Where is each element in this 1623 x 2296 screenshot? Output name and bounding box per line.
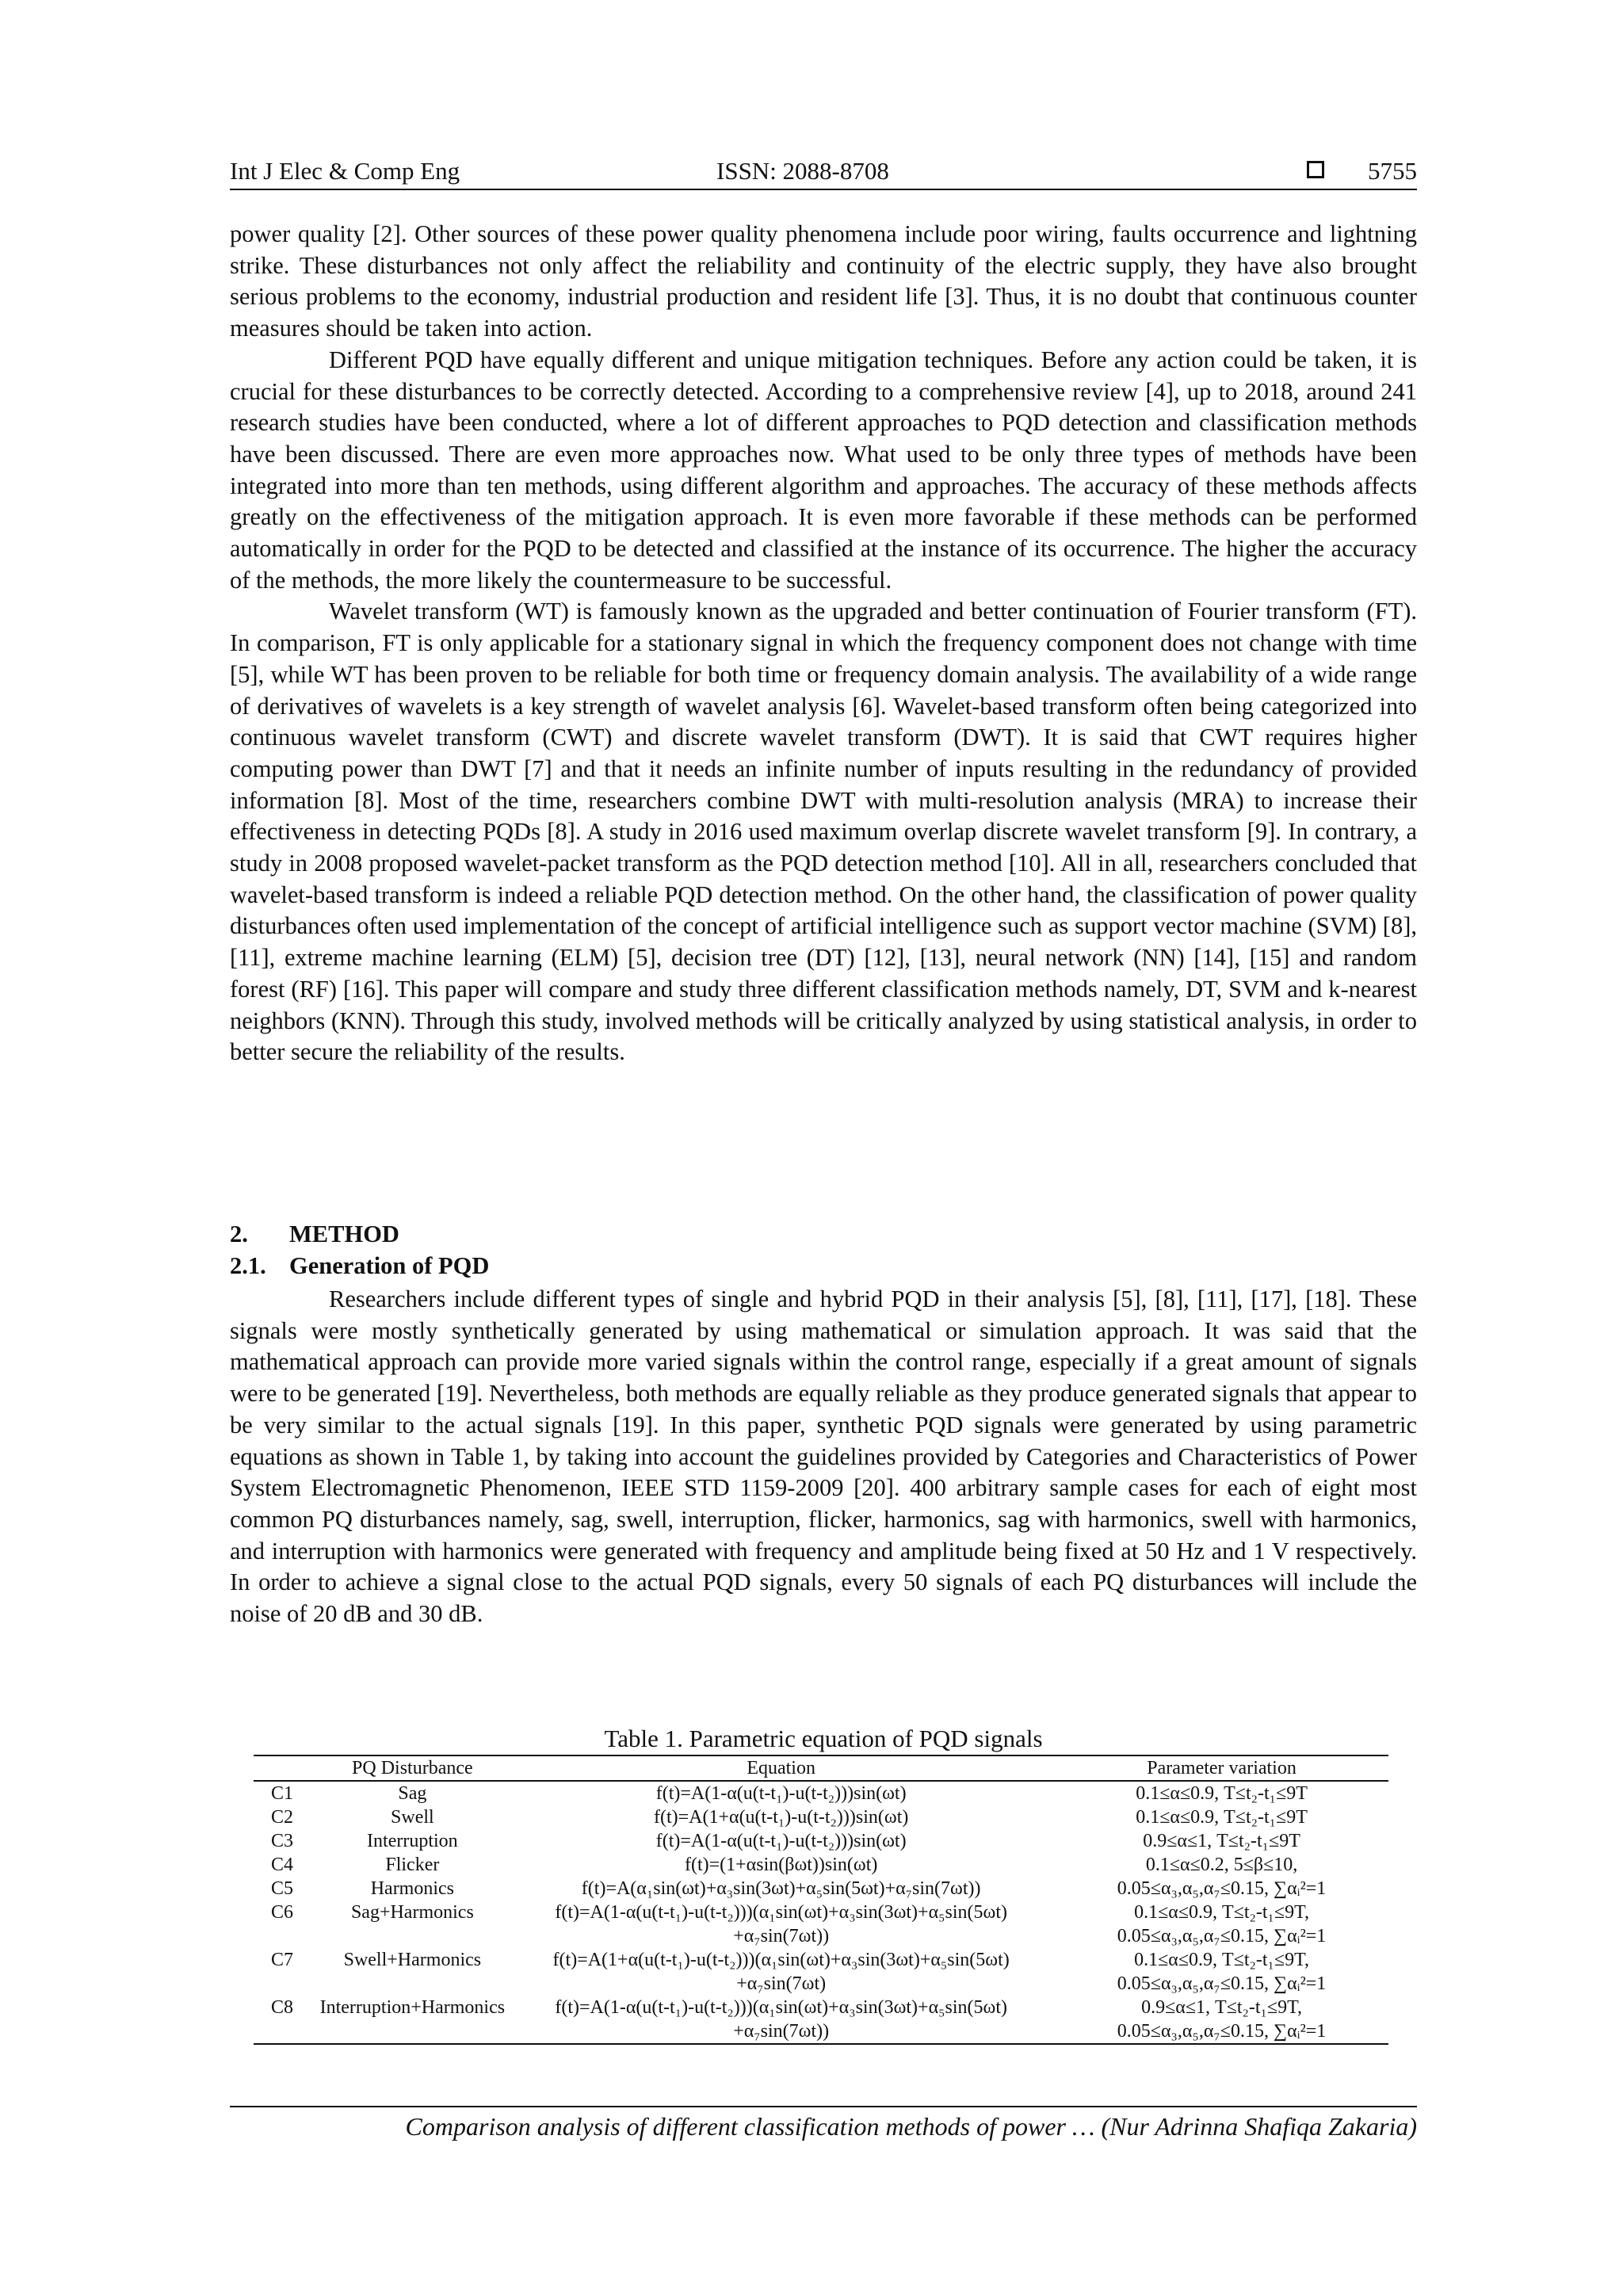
paragraph-4: Researchers include different types of single and hybrid PQD in their analysis [5], [8], [11], [17], [18]. These signals were mostly synthetically generated by using mathematical or simulation approach. It was said that the mathematical approach can provide more varied signals within the control range, especially if a great amount of signals were to be generated [19]. Nevertheless, both methods are equally reliable as they produce generated signals that appear to be very similar to the actual signals [19]. In this paper, synthetic PQD signals were generated by using parametric equations as shown in Table 1, by taking into account the guidelines provided by Categories and Characteristics of Power System Electromagnetic Phenomenon, IEEE STD 1159-2009 [20]. 400 arbitrary sample cases for each of eight most common PQ disturbances namely, sag, swell, interruption, flicker, harmonics, sag with harmonics, swell with harmonics, and interruption with harmonics were generated with frequency and amplitude being fixed at 50 Hz and 1 V respectively. In order to achieve a signal close to the actual PQD signals, every 50 signals of each PQ disturbances will include the noise of 20 dB and 30 dB. bbox=[230, 1286, 1417, 1628]
row-equation bbox=[507, 1901, 1055, 1948]
issn-label: ISSN: 2088-8708 bbox=[716, 157, 889, 185]
row-parameter bbox=[1055, 1996, 1388, 2044]
row-equation: f(t)=A(α₁sin(ωt)+α₃sin(3ωt)+α₅sin(5ωt)+α₇sin(7ωt)) bbox=[581, 1878, 981, 1899]
table-row bbox=[254, 1877, 1388, 1901]
table-row bbox=[254, 1805, 1388, 1829]
body-text-top bbox=[230, 219, 1417, 1068]
body-text-method bbox=[230, 1284, 1417, 1630]
subsection-title: Generation of PQD bbox=[289, 1252, 490, 1279]
journal-name: Int J Elec & Comp Eng bbox=[230, 157, 460, 185]
section-heading bbox=[230, 1221, 399, 1248]
row-id: C7 bbox=[271, 1950, 294, 1970]
row-equation: f(t)=A(1+α(u(t-t₁)-u(t-t₂)))sin(ωt) bbox=[653, 1807, 909, 1828]
row-disturbance: Sag bbox=[398, 1783, 427, 1804]
row-id: C8 bbox=[254, 1996, 318, 2044]
row-disturbance: Interruption+Harmonics bbox=[318, 1996, 508, 2044]
square-icon bbox=[1307, 161, 1324, 178]
parameter-line-2: 0.05≤α₃,α₅,α₇≤0.15, ∑αᵢ²=1 bbox=[1117, 1926, 1327, 1946]
row-id: C6 bbox=[271, 1902, 294, 1923]
equation-line-1: f(t)=A(1+α(u(t-t₁)-u(t-t₂)))(α₁sin(ωt)+α₃sin(3ωt)+α₅sin(5ωt) bbox=[552, 1950, 1010, 1970]
row-disturbance: Interruption bbox=[367, 1831, 458, 1851]
row-parameter bbox=[1055, 1901, 1388, 1948]
page-footer: Comparison analysis of different classification methods of power … (Nur Adrinna Shafiqa Zakaria) bbox=[405, 2112, 1417, 2141]
subsection-number: 2.1. bbox=[230, 1252, 266, 1279]
parametric-equation-table bbox=[254, 1755, 1388, 2045]
parameter-line-2: 0.05≤α₃,α₅,α₇≤0.15, ∑αᵢ²=1 bbox=[1117, 2021, 1327, 2042]
row-id: C2 bbox=[271, 1807, 294, 1828]
paragraph-3: Wavelet transform (WT) is famously known as the upgraded and better continuation of Fourier transform (FT). In comparison, FT is only applicable for a stationary signal in which the frequency component does not change with time [5], while WT has been proven to be reliable for both time or frequency domain analysis. The availability of a wide range of derivatives of wavelets is a key strength of wavelet analysis [6]. Wavelet-based transform often being categorized into continuous wavelet transform (CWT) and discrete wavelet transform (DWT). It is said that CWT requires higher computing power than DWT [7] and that it needs an infinite number of inputs resulting in the redundancy of provided information [8]. Most of the time, researchers combine DWT with multi-resolution analysis (MRA) to increase their effectiveness in detecting PQDs [8]. A study in 2016 used maximum overlap discrete wavelet transform [9]. In contrary, a study in 2008 proposed wavelet-packet transform as the PQD detection method [10]. All in all, researchers concluded that wavelet-based transform is indeed a reliable PQD detection method. On the other hand, the classification of power quality disturbances often used implementation of the concept of artificial intelligence such as support vector machine (SVM) [8], [11], extreme machine learning (ELM) [5], decision tree (DT) [12], [13], neural network (NN) [14], [15] and random forest (RF) [16]. This paper will compare and study three different classification methods namely, DT, SVM and k-nearest neighbors (KNN). Through this study, involved methods will be critically analyzed by using statistical analysis, in order to better secure the reliability of the results. bbox=[230, 598, 1417, 1066]
parameter-line-1: 0.1≤α≤0.9, T≤t₂-t₁≤9T, bbox=[1134, 1902, 1309, 1923]
row-equation: f(t)=A(1-α(u(t-t₁)-u(t-t₂)))sin(ωt) bbox=[655, 1783, 907, 1804]
row-id: C5 bbox=[271, 1878, 294, 1899]
row-id: C3 bbox=[271, 1831, 294, 1851]
row-disturbance: Harmonics bbox=[370, 1878, 455, 1899]
table-caption: Table 1. Parametric equation of PQD signals bbox=[604, 1725, 1043, 1752]
row-id: C1 bbox=[271, 1783, 294, 1804]
table-row bbox=[254, 1829, 1388, 1853]
footer-divider bbox=[230, 2106, 1417, 2107]
row-parameter: 0.9≤α≤1, T≤t₂-t₁≤9T bbox=[1143, 1831, 1300, 1851]
row-equation bbox=[507, 1996, 1055, 2044]
table-header-row bbox=[254, 1755, 1388, 1781]
table-header-parameter: Parameter variation bbox=[1055, 1755, 1388, 1781]
table-row bbox=[254, 1948, 1388, 1996]
row-equation: f(t)=(1+αsin(βωt))sin(ωt) bbox=[684, 1855, 878, 1875]
equation-line-1: f(t)=A(1-α(u(t-t₁)-u(t-t₂)))(α₁sin(ωt)+α₃sin(3ωt)+α₅sin(5ωt) bbox=[555, 1902, 1007, 1923]
row-equation: f(t)=A(1-α(u(t-t₁)-u(t-t₂)))sin(ωt) bbox=[655, 1831, 907, 1851]
row-disturbance: Sag+Harmonics bbox=[350, 1902, 474, 1923]
section-title: METHOD bbox=[289, 1221, 399, 1247]
row-parameter: 0.1≤α≤0.2, 5≤β≤10, bbox=[1145, 1855, 1298, 1875]
row-parameter: 0.05≤α₃,α₅,α₇≤0.15, ∑αᵢ²=1 bbox=[1117, 1878, 1327, 1899]
equation-line-1: f(t)=A(1-α(u(t-t₁)-u(t-t₂)))(α₁sin(ωt)+α₃sin(3ωt)+α₅sin(5ωt) bbox=[555, 1997, 1007, 2018]
paragraph-1: power quality [2]. Other sources of these power quality phenomena include poor wiring, faults occurrence and lightning strike. These disturbances not only affect the reliability and continuity of the electric supply, they have also brought serious problems to the economy, industrial production and resident life [3]. Thus, it is no doubt that continuous counter measures should be taken into action. bbox=[230, 220, 1417, 342]
row-parameter bbox=[1055, 1948, 1388, 1996]
row-disturbance: Swell bbox=[391, 1807, 434, 1828]
table-row bbox=[254, 1996, 1388, 2044]
equation-line-2: +α₇sin(7ωt)) bbox=[733, 1926, 830, 1946]
row-parameter: 0.1≤α≤0.9, T≤t₂-t₁≤9T bbox=[1136, 1783, 1308, 1804]
table-row bbox=[254, 1901, 1388, 1948]
page-header bbox=[230, 157, 1417, 190]
equation-line-2: +α₇sin(7ωt)) bbox=[733, 2021, 830, 2042]
parameter-line-1: 0.9≤α≤1, T≤t₂-t₁≤9T, bbox=[1141, 1997, 1302, 2018]
row-parameter: 0.1≤α≤0.9, T≤t₂-t₁≤9T bbox=[1136, 1807, 1308, 1828]
paragraph-2: Different PQD have equally different and unique mitigation techniques. Before any action could be taken, it is crucial for these disturbances to be correctly detected. According to a comprehensive review [4], up to 2018, around 241 research studies have been conducted, where a lot of different approaches to PQD detection and classification methods have been discussed. There are even more approaches now. What used to be only three types of methods have been integrated into more than ten methods, using different algorithm and approaches. The accuracy of these methods affects greatly on the effectiveness of the mitigation approach. It is even more favorable if these methods can be performed automatically in order for the PQD to be detected and classified at the instance of its occurrence. The higher the accuracy of the methods, the more likely the countermeasure to be successful. bbox=[230, 346, 1417, 594]
parameter-line-2: 0.05≤α₃,α₅,α₇≤0.15, ∑αᵢ²=1 bbox=[1117, 1973, 1327, 1994]
row-disturbance: Swell+Harmonics bbox=[343, 1950, 482, 1970]
row-id: C4 bbox=[271, 1855, 294, 1875]
header-divider bbox=[230, 189, 1417, 190]
section-number: 2. bbox=[230, 1221, 248, 1247]
table-header-equation: Equation bbox=[507, 1755, 1055, 1781]
table-header-id bbox=[254, 1755, 318, 1781]
table-row bbox=[254, 1781, 1388, 1805]
equation-line-2: +α₇sin(7ωt) bbox=[736, 1973, 827, 1994]
page-number: 5755 bbox=[1368, 157, 1417, 185]
parameter-line-1: 0.1≤α≤0.9, T≤t₂-t₁≤9T, bbox=[1134, 1950, 1309, 1970]
subsection-heading bbox=[230, 1252, 489, 1280]
row-equation bbox=[507, 1948, 1055, 1996]
table-header-disturbance: PQ Disturbance bbox=[318, 1755, 508, 1781]
table-row bbox=[254, 1853, 1388, 1877]
row-disturbance: Flicker bbox=[385, 1855, 440, 1875]
